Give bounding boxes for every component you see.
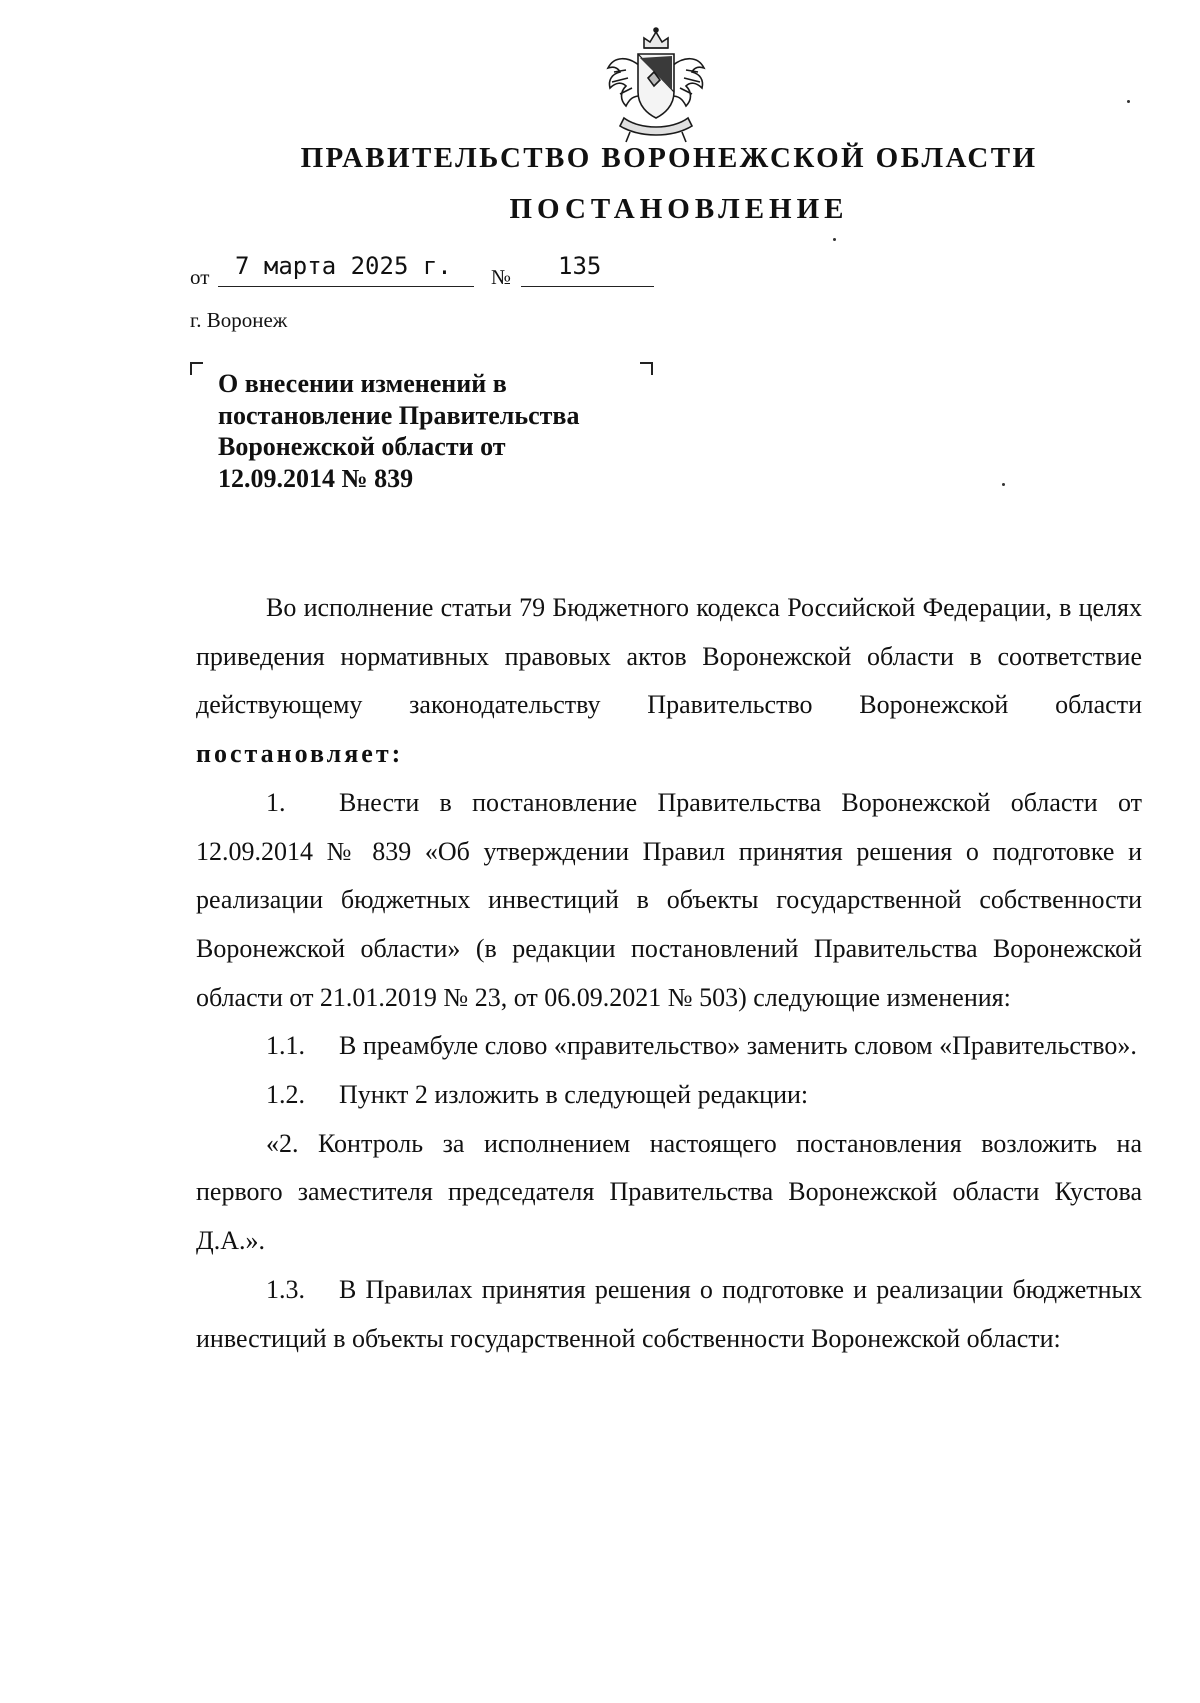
scan-speck [1127, 100, 1130, 103]
item-1-2-paragraph [196, 1071, 1142, 1120]
subject-corner-left [190, 362, 203, 375]
scan-speck [1002, 483, 1005, 486]
resolve-keyword: постановляет: [196, 739, 404, 769]
item-1-3-paragraph [196, 1266, 1142, 1363]
item-number: 1.1. [266, 1031, 305, 1061]
item-number: 1.2. [266, 1080, 305, 1110]
coat-of-arms-icon [600, 26, 712, 146]
date-value: 7 марта 2025 г. [235, 252, 452, 280]
number-underline [521, 286, 654, 287]
number-value: 135 [558, 252, 602, 280]
item-text: Пункт 2 изложить в следующей редакции: [339, 1080, 809, 1110]
item-number: 1. [266, 787, 286, 817]
item-1-1-paragraph [196, 1022, 1142, 1071]
subject-line: постановление Правительства [218, 400, 580, 430]
item-1-paragraph [196, 779, 1142, 1023]
subject-heading [218, 368, 658, 494]
number-label: № [491, 265, 512, 289]
city: г. Воронеж [190, 308, 288, 332]
preamble-paragraph [196, 584, 1142, 779]
document-body [196, 584, 1142, 1363]
subject-line: Воронежской области от [218, 432, 506, 461]
item-text: Внести в постановление Правительства Воронежской области от 12.09.2014 № 839 «Об утверждении Правил принятия решения о подготовке и реализации бюджетных инвестиций в объекты государственной собственности Воронежской области» (в редакции постановлений Правительства Воронежской области от 21.01.2019 № 23, от 06.09.2021 № 503) следующие изменения: [196, 787, 1142, 1012]
scan-speck [833, 238, 836, 241]
requisites-row [190, 252, 670, 292]
subject-line: О внесении изменений в [218, 369, 507, 398]
item-text: В Правилах принятия решения о подготовке и реализации бюджетных инвестиций в объекты государственной собственности Воронежской области: [196, 1274, 1142, 1353]
item-text: В преамбуле слово «правительство» заменить словом «Правительство». [339, 1031, 1137, 1061]
document-type: ПОСТАНОВЛЕНИЕ [509, 193, 849, 225]
preamble-text: Во исполнение статьи 79 Бюджетного кодекса Российской Федерации, в целях приведения нормативных правовых актов Воронежской области в соответствие действующему законодательству Правительство Воронежской области [196, 593, 1142, 720]
subject-line: 12.09.2014 № 839 [218, 463, 414, 493]
government-title: ПРАВИТЕЛЬСТВО ВОРОНЕЖСКОЙ ОБЛАСТИ [300, 142, 1038, 174]
item-number: 1.3. [266, 1274, 305, 1304]
date-underline [218, 286, 474, 287]
date-label: от [190, 265, 210, 289]
quoted-paragraph: «2. Контроль за исполнением настоящего постановления возложить на первого заместителя председателя Правительства Воронежской области Кустова Д.А.». [196, 1128, 1142, 1256]
